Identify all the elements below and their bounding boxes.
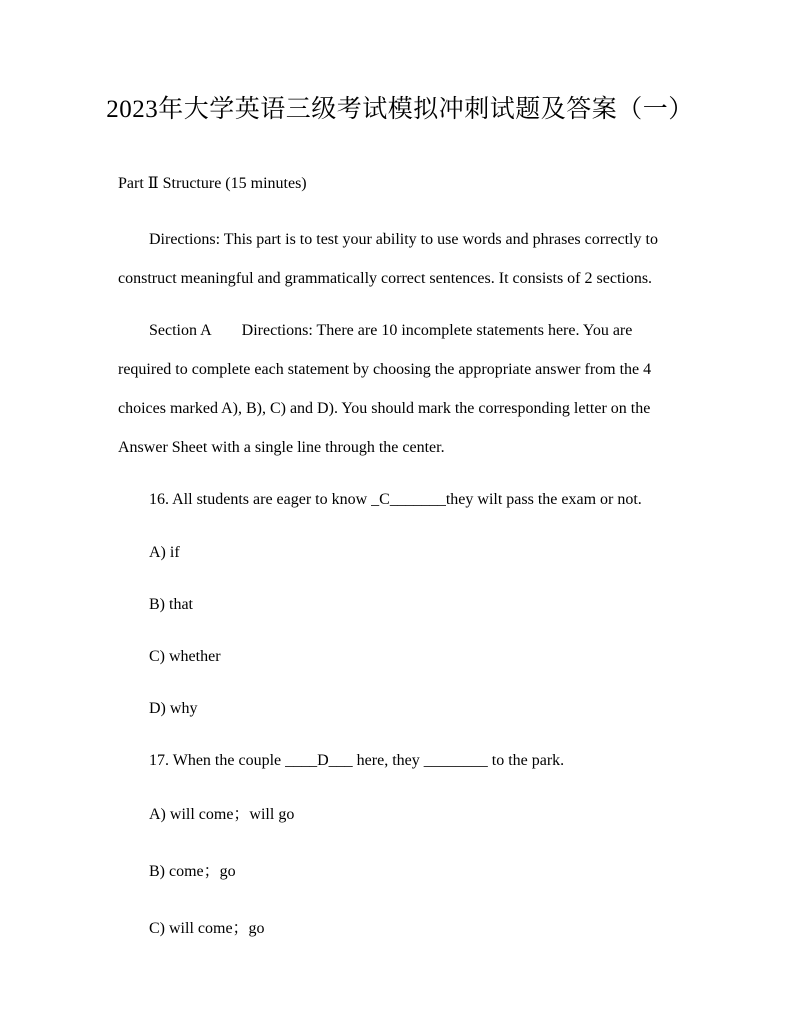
section-a-first-line [149, 320, 632, 342]
part-heading: Part Ⅱ Structure (15 minutes) [118, 175, 307, 192]
section-a-directions-1: Directions: There are 10 incomplete statements here. You are [241, 322, 633, 339]
question-17-stem: 17. When the couple ____D___ here, they ________ to the park. [149, 752, 565, 769]
question-17-option-b: B) come；go [149, 863, 236, 880]
directions-line-1: Directions: This part is to test your ability to use words and phrases correctly to [149, 231, 658, 248]
question-16-option-d: D) why [149, 700, 198, 717]
directions-line-2: construct meaningful and grammatically correct sentences. It consists of 2 sections. [118, 270, 653, 287]
question-16-option-c: C) whether [149, 648, 221, 665]
document-title: 2023年大学英语三级考试模拟冲刺试题及答案（一） [106, 96, 694, 123]
section-a-label: Section A [149, 322, 212, 339]
section-a-directions-4: Answer Sheet with a single line through the center. [118, 439, 445, 456]
question-17-option-a: A) will come；will go [149, 806, 295, 823]
section-a-directions-3: choices marked A), B), C) and D). You should mark the corresponding letter on the [118, 400, 651, 417]
section-a-directions-2: required to complete each statement by choosing the appropriate answer from the 4 [118, 361, 652, 378]
question-17-option-c: C) will come；go [149, 920, 265, 937]
question-16-stem: 16. All students are eager to know _C_______they wilt pass the exam or not. [149, 491, 642, 508]
question-16-option-b: B) that [149, 596, 193, 613]
question-16-option-a: A) if [149, 544, 180, 561]
